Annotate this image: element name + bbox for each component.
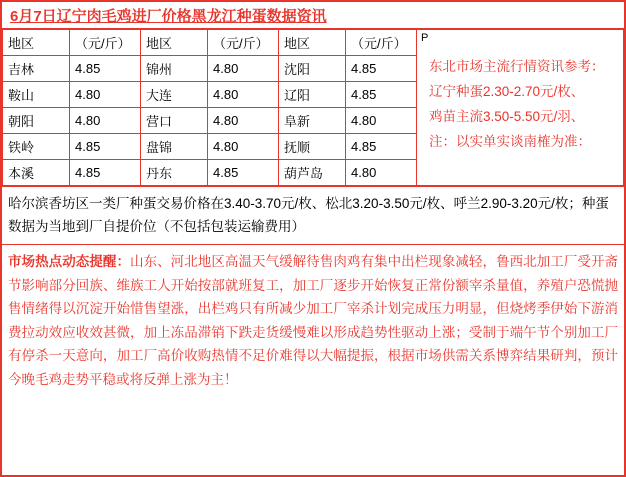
cell-region: 阜新 bbox=[279, 108, 346, 134]
note-line: 辽宁种蛋2.30-2.70元/枚、 bbox=[429, 84, 585, 99]
price-section bbox=[2, 29, 624, 186]
cell-price: 4.80 bbox=[208, 56, 279, 82]
cell-region: 抚顺 bbox=[279, 134, 346, 160]
market-note-panel bbox=[417, 29, 624, 186]
price-table bbox=[2, 29, 417, 186]
column-header: 地区 bbox=[3, 30, 70, 56]
cell-region: 营口 bbox=[141, 108, 208, 134]
cell-price: 4.85 bbox=[208, 160, 279, 186]
title-row bbox=[2, 2, 624, 29]
cell-region: 盘锦 bbox=[141, 134, 208, 160]
cell-region: 丹东 bbox=[141, 160, 208, 186]
column-header: 地区 bbox=[141, 30, 208, 56]
cell-price: 4.85 bbox=[70, 160, 141, 186]
cell-region: 朝阳 bbox=[3, 108, 70, 134]
table-row bbox=[3, 160, 417, 186]
page-title: 6月7日辽宁肉毛鸡进厂价格黑龙江种蛋数据资讯 bbox=[10, 8, 327, 25]
table-header-row bbox=[3, 30, 417, 56]
table-row bbox=[3, 82, 417, 108]
cell-price: 4.85 bbox=[346, 134, 417, 160]
cell-region: 大连 bbox=[141, 82, 208, 108]
table-row bbox=[3, 108, 417, 134]
cell-region: 鞍山 bbox=[3, 82, 70, 108]
note-lines bbox=[417, 30, 623, 154]
cell-region: 沈阳 bbox=[279, 56, 346, 82]
harbin-egg-price-paragraph: 哈尔滨香坊区一类厂种蛋交易价格在3.40-3.70元/枚、松北3.20-3.50元/枚、呼兰2.90-3.20元/枚；种蛋数据为当地到厂自提价位（不包括包装运输费用） bbox=[2, 186, 624, 245]
cell-region: 铁岭 bbox=[3, 134, 70, 160]
cell-price: 4.80 bbox=[70, 108, 141, 134]
note-line: 注：以实单实谈南榷为准： bbox=[429, 134, 591, 149]
hotspot-body: 山东、河北地区高温天气缓解待售肉鸡有集中出栏现象减轻，鲁西北加工厂受开斋节影响部分回族、维族工人开始按部就班复工，加工厂逐步开始恢复正常份额宰杀量值，养殖户恐慌抛售情绪得以沉淀开始惜售望涨，出栏鸡只有所减少加工厂宰杀计划完成压力明显，但烧烤季伊始下游消费拉动效应收效甚微，加上冻品滞销下跌走货缓慢难以形成趋势性驱动上涨；受制于端午节个别加工厂有停杀一天意向，加工厂高价收购热情不足价难得以大幅提振，根据市场供需关系博弈结果研判，预计今晚毛鸡走势平稳或将反弹上涨为主！ bbox=[8, 254, 619, 387]
table-row bbox=[3, 56, 417, 82]
market-hotspot-paragraph bbox=[2, 245, 624, 397]
cell-price: 4.80 bbox=[208, 134, 279, 160]
column-header: 地区 bbox=[279, 30, 346, 56]
cell-price: 4.85 bbox=[70, 56, 141, 82]
note-line: 东北市场主流行情资讯参考： bbox=[429, 59, 605, 74]
cell-price: 4.80 bbox=[70, 82, 141, 108]
cell-region: 锦州 bbox=[141, 56, 208, 82]
cell-price: 4.85 bbox=[346, 82, 417, 108]
cell-price: 4.80 bbox=[346, 108, 417, 134]
note-marker: P bbox=[421, 32, 429, 44]
hotspot-label: 市场热点动态提醒： bbox=[8, 254, 131, 269]
cell-price: 4.85 bbox=[70, 134, 141, 160]
column-header: （元/斤） bbox=[70, 30, 141, 56]
cell-price: 4.85 bbox=[346, 56, 417, 82]
cell-price: 4.80 bbox=[208, 82, 279, 108]
cell-price: 4.80 bbox=[208, 108, 279, 134]
table-row bbox=[3, 134, 417, 160]
cell-price: 4.80 bbox=[346, 160, 417, 186]
column-header: （元/斤） bbox=[208, 30, 279, 56]
cell-region: 辽阳 bbox=[279, 82, 346, 108]
cell-region: 葫芦岛 bbox=[279, 160, 346, 186]
cell-region: 本溪 bbox=[3, 160, 70, 186]
column-header: （元/斤） bbox=[346, 30, 417, 56]
cell-region: 吉林 bbox=[3, 56, 70, 82]
note-line: 鸡苗主流3.50-5.50元/羽、 bbox=[429, 109, 585, 124]
